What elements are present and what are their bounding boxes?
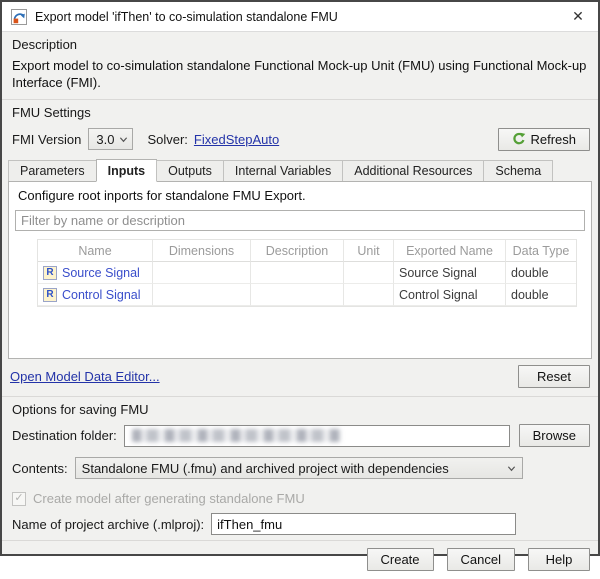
window-title: Export model 'ifThen' to co-simulation standalone FMU [35, 9, 338, 24]
fmi-version-value: 3.0 [96, 131, 115, 147]
help-button[interactable]: Help [528, 548, 590, 571]
fmi-version-select[interactable] [88, 128, 133, 150]
close-icon[interactable]: ✕ [572, 8, 584, 24]
exported-name-cell[interactable]: Source Signal [394, 262, 506, 284]
inports-table [37, 239, 577, 307]
options-section-header: Options for saving FMU [12, 402, 149, 418]
description-cell[interactable] [251, 284, 344, 306]
description-section-header: Description [12, 37, 78, 52]
create-model-row [12, 491, 590, 506]
editor-link-row [10, 365, 590, 388]
dimensions-cell[interactable] [153, 284, 251, 306]
tab-outputs[interactable]: Outputs [156, 160, 224, 181]
footer-button-bar [2, 540, 598, 579]
root-inport-icon: R [43, 266, 57, 280]
data-type-cell[interactable]: double [506, 284, 576, 306]
destination-folder-redacted-value [132, 429, 341, 442]
fmi-version-label: FMI Version [12, 131, 82, 147]
tab-parameters[interactable]: Parameters [8, 160, 97, 181]
root-inport-icon: R [43, 288, 57, 302]
unit-cell[interactable] [344, 284, 394, 306]
destination-folder-input[interactable] [124, 425, 510, 447]
solver-link[interactable]: FixedStepAuto [193, 131, 280, 147]
create-model-checkbox[interactable] [12, 492, 26, 506]
inputs-tab-panel [8, 181, 592, 359]
refresh-label: Refresh [530, 131, 576, 147]
chevron-down-icon [119, 135, 128, 144]
fmi-settings-row [12, 126, 590, 152]
inport-name-link[interactable]: Source Signal [62, 265, 140, 280]
col-header-description[interactable]: Description [251, 240, 344, 262]
archive-name-row [12, 513, 590, 535]
name-cell [38, 262, 153, 284]
col-header-name[interactable]: Name [38, 240, 153, 262]
unit-cell[interactable] [344, 262, 394, 284]
col-header-data-type[interactable]: Data Type [506, 240, 576, 262]
data-type-cell[interactable]: double [506, 262, 576, 284]
description-cell[interactable] [251, 262, 344, 284]
exported-name-cell[interactable]: Control Signal [394, 284, 506, 306]
contents-row [12, 457, 590, 479]
reset-button[interactable]: Reset [518, 365, 590, 388]
checkbox-check-icon: ✓ [14, 492, 24, 505]
tab-schema[interactable]: Schema [483, 160, 553, 181]
inport-name-link[interactable]: Control Signal [62, 287, 141, 302]
name-cell [38, 284, 153, 306]
chevron-down-icon [507, 464, 516, 473]
open-model-data-editor-link[interactable]: Open Model Data Editor... [10, 369, 160, 385]
contents-value: Standalone FMU (.fmu) and archived project with dependencies [81, 460, 449, 476]
contents-select[interactable] [75, 457, 523, 479]
archive-name-input[interactable] [211, 513, 516, 535]
fmu-settings-section-header: FMU Settings [12, 105, 91, 121]
solver-label: Solver: [147, 131, 188, 147]
dimensions-cell[interactable] [153, 262, 251, 284]
filter-input[interactable] [15, 210, 585, 231]
inputs-instruction: Configure root inports for standalone FMU Export. [18, 188, 306, 204]
col-header-dimensions[interactable]: Dimensions [153, 240, 251, 262]
tab-additional-resources[interactable]: Additional Resources [342, 160, 484, 181]
table-row [38, 284, 576, 306]
table-header-row [38, 240, 576, 262]
create-model-label: Create model after generating standalone FMU [33, 491, 305, 507]
destination-folder-row [12, 424, 590, 447]
create-button[interactable]: Create [367, 548, 434, 571]
refresh-button[interactable] [498, 128, 590, 151]
tabbar [8, 158, 598, 181]
refresh-icon [512, 132, 526, 146]
col-header-unit[interactable]: Unit [344, 240, 394, 262]
archive-name-label: Name of project archive (.mlproj): [12, 516, 205, 532]
titlebar [2, 2, 598, 32]
description-text: Export model to co-simulation standalone Functional Mock-up Unit (FMU) using Functional Mock-up Interface (FMI). [12, 58, 587, 91]
cancel-button[interactable]: Cancel [447, 548, 515, 571]
col-header-exported-name[interactable]: Exported Name [394, 240, 506, 262]
table-row [38, 262, 576, 284]
tab-inputs[interactable]: Inputs [96, 159, 158, 182]
export-model-icon [11, 9, 27, 25]
browse-button[interactable]: Browse [519, 424, 590, 447]
destination-folder-label: Destination folder: [12, 428, 117, 444]
tab-internal-variables[interactable]: Internal Variables [223, 160, 343, 181]
contents-label: Contents: [12, 460, 68, 476]
